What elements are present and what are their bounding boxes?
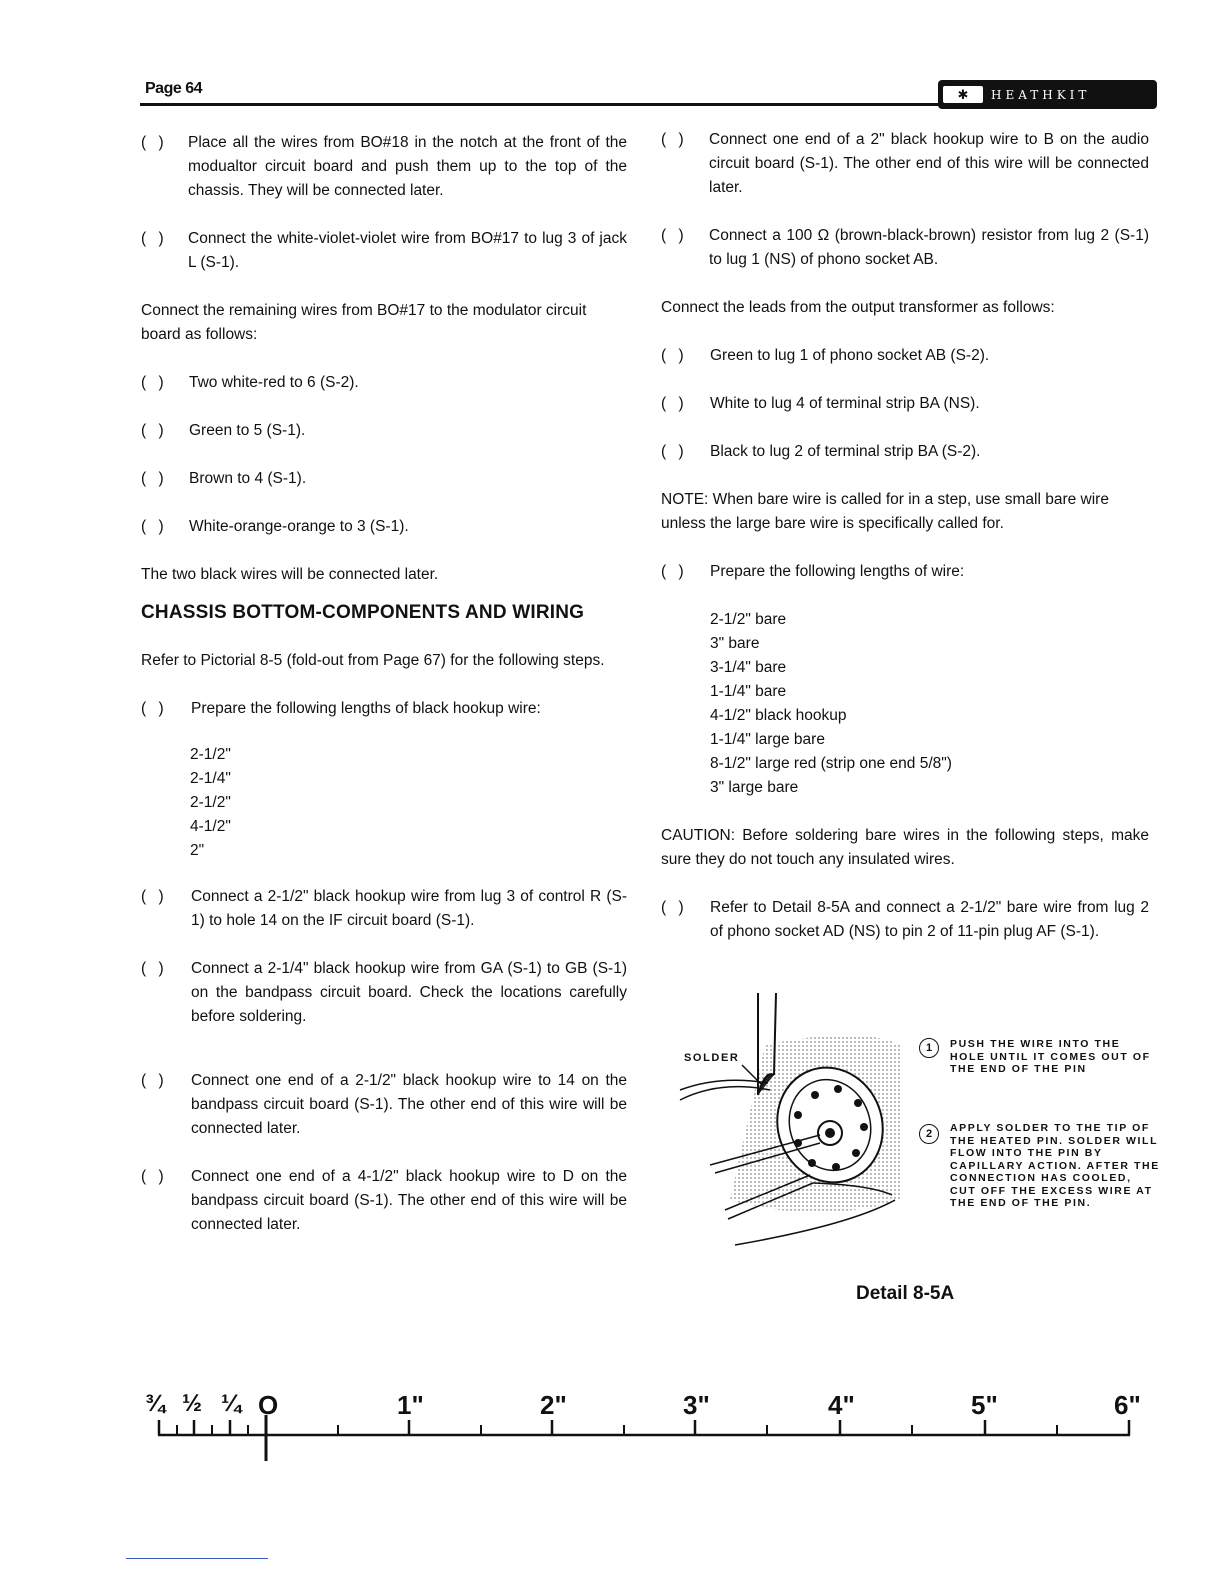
step-checkbox-item [141, 885, 627, 933]
list-item: 1-1/4" large bare [710, 731, 825, 748]
wire-length-list [141, 743, 627, 863]
brand-name: HEATHKIT [991, 87, 1091, 102]
ruler-frac-label: ½ [182, 1390, 203, 1417]
step-checkbox-item [141, 515, 627, 539]
step-text: Refer to Detail 8-5A and connect a 2-1/2" bare wire from lug 2 of phono socket AD (NS) to pin 2 of 11-pin plug AF (S-1). [710, 899, 1149, 940]
instruction-2: APPLY SOLDER TO THE TIP OF THE HEATED PIN. SOLDER WILL FLOW INTO THE PIN BY CAPILLARY ACTION. AFTER THE CONNECTION HAS COOLED, CUT OFF THE EXCESS WIRE AT THE END OF THE PIN. [950, 1122, 1160, 1209]
ruler-frac-label: ¾ [145, 1390, 166, 1417]
soldering-pin-illustration [670, 985, 910, 1250]
detail-title: Detail 8-5A [856, 1283, 955, 1304]
left-column [141, 131, 627, 1237]
plug-pin [808, 1159, 816, 1167]
checkbox[interactable]: ( ) [661, 443, 688, 460]
list-item: 2" [190, 842, 205, 859]
instruction-1: PUSH THE WIRE INTO THE HOLE UNTIL IT COMES OUT OF THE END OF THE PIN [950, 1038, 1151, 1075]
step-checkbox-item [141, 227, 627, 275]
checkbox[interactable]: ( ) [661, 227, 688, 244]
step-checkbox-item [661, 560, 1149, 584]
note-text: NOTE: When bare wire is called for in a step, use small bare wire unless the large bare wire is specifically called for. [661, 491, 1109, 532]
step-checkbox-item [661, 896, 1149, 944]
plug-center-hole [825, 1128, 835, 1138]
step-checkbox-item [141, 467, 627, 491]
list-item: 2-1/4" [190, 770, 231, 787]
list-item: 4-1/2" black hookup [710, 707, 847, 724]
plug-pin [860, 1123, 868, 1131]
list-item: 2-1/2" [190, 746, 231, 763]
step-checkbox-item [141, 957, 627, 1029]
step-checkbox-item [141, 697, 627, 721]
plug-pin [832, 1163, 840, 1171]
checkbox[interactable]: ( ) [661, 131, 688, 148]
heathkit-emblem-icon: ✱ [943, 86, 983, 103]
step-text: Connect a 2-1/4" black hookup wire from GA (S-1) to GB (S-1) on the bandpass circuit board. Check the locations carefully before soldering. [191, 960, 627, 1025]
ruler-inch-label: 4" [828, 1390, 855, 1420]
ruler-zero-label: O [258, 1390, 279, 1420]
section-heading: CHASSIS BOTTOM-COMPONENTS AND WIRING [141, 602, 585, 623]
plug-pin [794, 1111, 802, 1119]
note-text: The two black wires will be connected later. [141, 566, 439, 583]
step-text: Brown to 4 (S-1). [189, 470, 307, 487]
checkbox[interactable]: ( ) [141, 374, 168, 391]
list-item: 3" bare [710, 635, 760, 652]
step-text: Green to 5 (S-1). [189, 422, 306, 439]
intro-text: Connect the remaining wires from BO#17 to the modulator circuit board as follows: [141, 302, 587, 343]
checkbox[interactable]: ( ) [141, 700, 168, 717]
step-text: Connect a 100 Ω (brown-black-brown) resistor from lug 2 (S-1) to lug 1 (NS) of phono socket AB. [709, 227, 1149, 268]
step-checkbox-item [661, 344, 1149, 368]
step-text: White-orange-orange to 3 (S-1). [189, 518, 409, 535]
step-checkbox-item [661, 440, 1149, 464]
footer-line [126, 1558, 268, 1559]
right-column [661, 128, 1149, 944]
checkbox[interactable]: ( ) [141, 422, 168, 439]
checkbox[interactable]: ( ) [141, 888, 168, 905]
step-text: White to lug 4 of terminal strip BA (NS). [710, 395, 980, 412]
solder-label: SOLDER [684, 1052, 740, 1064]
step-text: Black to lug 2 of terminal strip BA (S-2). [710, 443, 981, 460]
ruler-inch-label: 5" [971, 1390, 998, 1420]
checkbox[interactable]: ( ) [141, 1072, 168, 1089]
checkbox[interactable]: ( ) [661, 563, 688, 580]
step-text: Connect the white-violet-violet wire from BO#17 to lug 3 of jack L (S-1). [188, 230, 627, 271]
intro-text: Refer to Pictorial 8-5 (fold-out from Page 67) for the following steps. [141, 652, 605, 669]
page-number: Page 64 [145, 80, 202, 97]
step-number-1: 1 [919, 1038, 939, 1058]
list-item: 2-1/2" bare [710, 611, 787, 628]
checkbox[interactable]: ( ) [141, 960, 168, 977]
checkbox[interactable]: ( ) [661, 899, 688, 916]
checkbox[interactable]: ( ) [661, 347, 688, 364]
inch-ruler [150, 1415, 1140, 1465]
checkbox[interactable]: ( ) [661, 395, 688, 412]
list-item: 1-1/4" bare [710, 683, 787, 700]
step-text: Place all the wires from BO#18 in the notch at the front of the modualtor circuit board and push them up to the top of the chassis. They will be connected later. [188, 134, 627, 199]
step-checkbox-item [141, 419, 627, 443]
list-item: 8-1/2" large red (strip one end 5/8") [710, 755, 952, 772]
ruler-inch-label: 3" [683, 1390, 710, 1420]
wire-length-list [661, 608, 1149, 800]
step-checkbox-item [141, 371, 627, 395]
caution-text: CAUTION: Before soldering bare wires in the following steps, make sure they do not touch any insulated wires. [661, 827, 1149, 868]
step-text: Connect one end of a 2-1/2" black hookup wire to 14 on the bandpass circuit board (S-1). The other end of this wire will be connected later. [191, 1072, 627, 1137]
step-text: Connect a 2-1/2" black hookup wire from lug 3 of control R (S-1) to hole 14 on the IF circuit board (S-1). [191, 888, 627, 929]
intro-text: Connect the leads from the output transformer as follows: [661, 299, 1055, 316]
lead-wire [680, 1080, 768, 1090]
checkbox[interactable]: ( ) [141, 134, 168, 151]
step-checkbox-item [661, 392, 1149, 416]
list-item: 2-1/2" [190, 794, 231, 811]
ruler-inch-label: 2" [540, 1390, 567, 1420]
list-item: 3" large bare [710, 779, 799, 796]
ruler-inch-label: 6" [1114, 1390, 1141, 1420]
step-checkbox-item [141, 1165, 627, 1237]
step-text: Prepare the following lengths of black hookup wire: [191, 700, 541, 717]
ruler-frac-label: ¼ [221, 1390, 242, 1417]
step-text: Two white-red to 6 (S-2). [189, 374, 359, 391]
checkbox[interactable]: ( ) [141, 230, 168, 247]
step-checkbox-item [141, 1069, 627, 1141]
plug-pin [834, 1085, 842, 1093]
checkbox[interactable]: ( ) [141, 1168, 168, 1185]
step-checkbox-item [661, 224, 1149, 272]
plug-pin [811, 1091, 819, 1099]
step-number-2: 2 [919, 1124, 939, 1144]
list-item: 3-1/4" bare [710, 659, 787, 676]
step-text: Green to lug 1 of phono socket AB (S-2). [710, 347, 990, 364]
ruler-inch-label: 1" [397, 1390, 424, 1420]
header-rule [140, 103, 1154, 106]
plug-pin [854, 1099, 862, 1107]
checkbox[interactable]: ( ) [141, 470, 168, 487]
step-checkbox-item [661, 128, 1149, 200]
step-checkbox-item [141, 131, 627, 203]
list-item: 4-1/2" [190, 818, 231, 835]
step-text: Connect one end of a 2" black hookup wire to B on the audio circuit board (S-1). The other end of this wire will be connected later. [709, 131, 1149, 196]
step-text: Prepare the following lengths of wire: [710, 563, 965, 580]
checkbox[interactable]: ( ) [141, 518, 168, 535]
step-text: Connect one end of a 4-1/2" black hookup wire to D on the bandpass circuit board (S-1). The other end of this wire will be connected later. [191, 1168, 627, 1233]
plug-pin [852, 1149, 860, 1157]
